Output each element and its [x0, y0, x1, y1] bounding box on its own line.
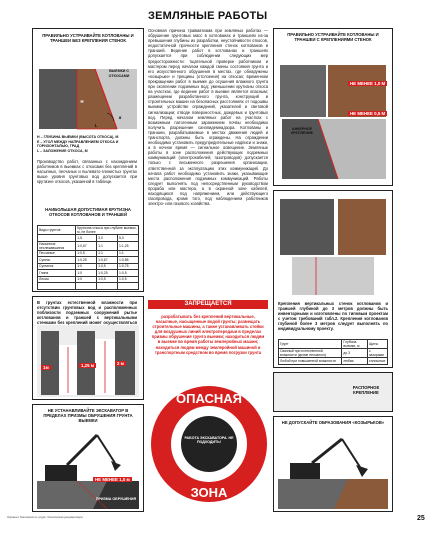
label-l: L [94, 123, 98, 128]
anchor-label: АНКЕРНОЕ КРЕПЛЕНИЕ [290, 127, 314, 136]
table-cell: 1:0 [76, 270, 97, 277]
panel-no-overhang [273, 416, 393, 512]
table-cell: 1:0,5 [118, 276, 139, 283]
slope-label: ВЫЕМКИ С ОТКОСАМИ [108, 69, 130, 78]
label-alpha: α [118, 115, 122, 120]
depth-badge-3: 2 м [117, 361, 124, 366]
danger-word-1: ОПАСНАЯ [175, 391, 243, 406]
slope-excavation-diagram [37, 51, 139, 131]
shoring-col-2: Глубина выемки, м [342, 340, 368, 349]
page-title: ЗЕМЛЯНЫЕ РАБОТЫ [148, 10, 268, 22]
prohibited-banner: ЗАПРЕЩАЕТСЯ [148, 300, 268, 309]
table-cell: 1:1,25 [118, 241, 139, 250]
table-cell: 1:0,5 [97, 263, 118, 270]
table-header-soil: Виды грунтов [38, 226, 76, 235]
table-cell [118, 283, 139, 290]
table-cell: Насыпные неслежавшиеся [38, 241, 76, 250]
legend-h: H – ГЛУБИНА ВЫЕМКИ (ВЫСОТА ОТКОСА), М [37, 135, 119, 139]
panel-slope-excavation [32, 28, 144, 292]
table-cell: Глина [38, 270, 76, 277]
middle-paragraphs: Основная причина травматизма при земляных работах — обрушение грунтовых масс в котлованах и траншеях из-за превышения глубины их разработки, неустойчивости откосов, недостаточной прочности крепления стенок котлованов и траншей. Ведение работ в котлованах и траншеях допускается при соблюдении следующих мер предосторожности: тщательной проверке работником и мастером перед началом каждой смены состояния грунта и его искусственного обрушения в местах, где обнаружены «козырьки» и трещины (отслоения) на откосах; временном прекращении работ в выемке до осушения влажного грунта при скоплении подземных вод; уменьшении крутизны откоса на участках, где ведение работ в выемке является опасным; размещении разработанного грунта, конструкций и строительных машин на безопасных расстояниях от подошвы выемки; устройстве ограждений, указателей и световой сигнализации; отводе поверхностных, дождевых и грунтовых вод. Перед началом земляных работ на участках с возможным патогенным заражением почвы необходимо получить разрешение санэпидемнадзора. Котлованы и траншеи, разрабатываемые в местах движения людей и транспорта, должны быть ограждены. На ограждении необходимо установить предупредительные надписи и знаки, а в ночное время — сигнальное освещение. Земляные работы в зоне расположения действующих подземных коммуникаций (электрокабелей, газопроводов) допускается только с письменного разрешения организации, ответственной за эксплуатацию этих коммуникаций. До начала работ необходимо установить знаки, указывающие места расположения подземных коммуникаций. Работы следует выполнять под непосредственным руководством прораба или мастера, а в охранной зоне кабелей, находящихся под напряжением, или действующего газопровода, кроме того, под наблюдением работников электро- или газового хозяйства. [148, 28, 268, 207]
page-number: 25 [417, 515, 425, 522]
table-cell [97, 283, 118, 290]
slope-excavation-heading: ПРАВИЛЬНО УСТРАИВАЙТЕ КОТЛОВАНЫ И ТРАНШЕИ БЕЗ КРЕПЛЕНИЯ СТЕНОК [42, 33, 134, 43]
shoring-paragraph: Крепления вертикальных стенок котлованов и траншей глубиной до 3 метров должны быть инвентарными и изготовлены по типовым проектам с учетом требований табл.2. Крепления котлованов глубиной более 3 метров следует выполнять по индивидуальному проекту. [278, 301, 388, 332]
footer-text: Охрана и безопасность труда. Техническая документация. [7, 515, 84, 519]
depth-badge-1: 1м [43, 365, 49, 370]
overhang-heading: НЕ ДОПУСКАЙТЕ ОБРАЗОВАНИЯ «КОЗЫРЬКОВ» [281, 420, 385, 425]
shoring-cell: Связный при естественной влажности (кроме песчаного) [279, 349, 342, 358]
table-cell: 1:1 [97, 250, 118, 257]
danger-word-2: ЗОНА [190, 485, 228, 500]
table-cell: Супесь [38, 257, 76, 264]
excavator-prism-heading: НЕ УСТАНАВЛИВАЙТЕ ЭКСКАВАТОР В ПРЕДЕЛАХ ПРИЗМЫ ОБРУШЕНИЯ ГРУНТА ВЫЕМКИ [43, 408, 133, 423]
spacer-shoring-label: РАСПОРНОЕ КРЕПЛЕНИЕ [352, 385, 380, 395]
depth-badge-right-2: НЕ МЕНЕЕ 0,5 М [350, 111, 386, 116]
table-cell: 1:0,67 [76, 241, 97, 250]
table-header-depth: Крутизна откоса при глубине выемки, м, не более [77, 226, 137, 234]
shoring-cell: любая [342, 358, 368, 365]
table-cell: 1:0,5 [118, 270, 139, 277]
table-cell: 1:1 [97, 241, 118, 250]
table-cell: 1:0 [76, 263, 97, 270]
shoring-cell: с зазорами [368, 349, 388, 358]
shoring-table [278, 339, 388, 365]
panel-unfixed-walls [273, 28, 393, 186]
depth-badge-2: 1,25 м [81, 363, 95, 368]
overhang-diagram [278, 433, 388, 509]
table-cell: 1:1 [118, 250, 139, 257]
shoring-cell: Любой при повышенной влажности [279, 358, 342, 365]
table-cell: 1:0,85 [118, 257, 139, 264]
shoring-col-1: Грунт [279, 340, 342, 349]
shoring-cell: сплошные [368, 358, 388, 365]
table-cell: Суглинок [38, 263, 76, 270]
table-cell [38, 283, 76, 290]
slope-paragraph: Производство работ, связанных с нахождением работников в выемках с откосами без креплений в насыпных, песчаных и пылевато-глинистых грунтах выше уровня грунтовых вод допускается при крутизне откосов, указанной в таблице. [37, 159, 137, 185]
depth-badge-right-1: НЕ МЕНЕЕ 1,0 М [350, 81, 386, 86]
prohibited-list: разрабатывать без креплений вертикальные, насыпные, насыщенные водой грунты; размещать строительные машины, а также устанавливать стойки для воздушных линий электропередачи в пределах призмы обрушения грунта выемки; находиться людям в выемке во время работы землеройных машин; находиться людям между землеройной машиной и транспортным средством во время погрузки грунта [151, 314, 265, 355]
table-cell: 1:0,25 [97, 270, 118, 277]
panel-vertical-walls [32, 296, 144, 400]
table-title: НАИБОЛЬШАЯ ДОПУСТИМАЯ КРУТИЗНА ОТКОСОВ КОТЛОВАНОВ И ТРАНШЕЙ [45, 207, 131, 217]
shoring-cell: до 3 [342, 349, 368, 358]
panel-excavator-prism [32, 404, 144, 512]
table-cell: 1:0,25 [76, 257, 97, 264]
panel-vertical-shoring [273, 190, 393, 368]
table-cell: 1:0,67 [97, 257, 118, 264]
danger-center-text: РАБОТА ЭКСКАВАТОРА. НЕ ПОДХОДИТЬ! [184, 436, 234, 445]
table-cell: Лессы [38, 276, 76, 283]
legend-e: E – УГОЛ МЕЖДУ НАПРАВЛЕНИЕМ ОТКОСА И ГОРИЗОНТАЛЬЮ, ГРАД [37, 140, 119, 149]
unfixed-walls-heading: ПРАВИЛЬНО УСТРАИВАЙТЕ КОТЛОВАНЫ И ТРАНШЕИ С КРЕПЛЕНИЯМИ СТЕНОК [287, 32, 379, 42]
shoring-col-3: Щиты [368, 340, 388, 349]
table-cell: 1:0 [76, 276, 97, 283]
table-cell: 1:0,5 [97, 276, 118, 283]
table-cell: 1:0,75 [118, 263, 139, 270]
distance-badge: НЕ МЕНЕЕ 1,0 м [95, 477, 130, 482]
panel-spacer-shoring [273, 372, 393, 412]
vertical-walls-text: В грунтах естественной влажности при отсутствии грунтовых вод и расположенных поблизости подземных сооружений рытье котлованов и траншей с вертикальными стенками без креплений может осуществляться [37, 300, 137, 326]
table-subheader-1: 1,5 [76, 235, 97, 242]
shoring-diagram [278, 195, 388, 299]
slope-table [37, 225, 139, 290]
prism-label: ПРИЗМА ОБРУШЕНИЯ [95, 497, 137, 501]
label-h: H [80, 99, 84, 104]
legend-l: L – ЗАЛОЖЕНИЕ ОТКОСА, М [37, 149, 88, 153]
table-cell: Песчаные [38, 250, 76, 257]
table-subheader-3: 5,0 [118, 235, 139, 242]
table-subheader-2: 3,0 [97, 235, 118, 242]
table-cell [76, 283, 97, 290]
table-cell: 1:0,5 [76, 250, 97, 257]
